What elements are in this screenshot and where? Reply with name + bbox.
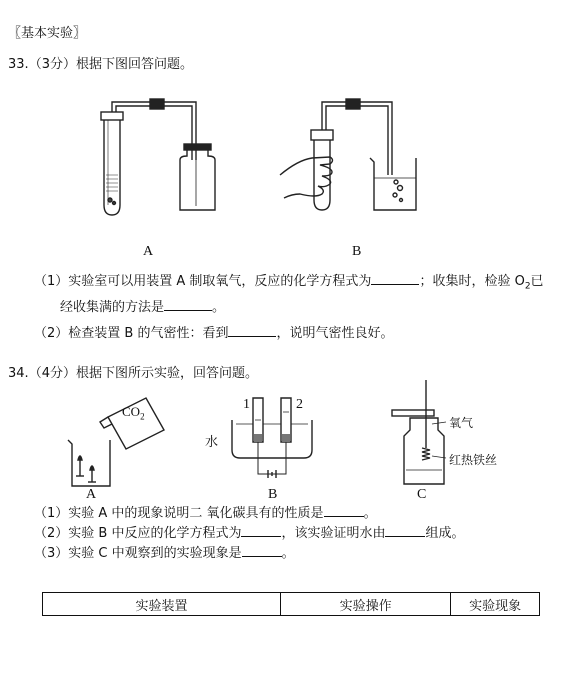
q34-sub1-prefix: （1）实验 A 中的现象说明二 氧化碳具有的性质是 xyxy=(34,506,324,521)
q34-sub3 xyxy=(34,542,295,561)
q33-sub1-mid: ；收集时，检验 O xyxy=(419,274,525,289)
figure-label-c: C xyxy=(417,487,427,502)
apparatus-a-gas-bottle xyxy=(180,144,215,210)
answer-blank[interactable] xyxy=(164,298,212,311)
figure-label-b: B xyxy=(352,244,362,259)
gas-formula: CO xyxy=(122,404,141,419)
q33-sub2-end: ，说明气密性良好。 xyxy=(276,326,394,341)
figure-b-tube1-label: 1 xyxy=(243,397,250,412)
question-prompt: 根据下图回答问题。 xyxy=(75,57,193,72)
figure-a-beaker xyxy=(68,440,110,486)
apparatus-b-beaker xyxy=(370,158,416,210)
q33-sub1-line2 xyxy=(60,296,225,315)
q34-sub2 xyxy=(34,522,465,541)
q33-sub1-line2-prefix: 经收集满的方法是 xyxy=(60,300,165,315)
figure-c-wire-label: 红热铁丝 xyxy=(449,453,498,467)
apparatus-b-hand xyxy=(280,157,333,198)
answer-blank[interactable] xyxy=(324,504,364,517)
figure-c-oxygen-label: 氧气 xyxy=(449,416,474,430)
q33-sub2-prefix: （2）检查装置 B 的气密性：看到 xyxy=(34,326,229,341)
answer-blank[interactable] xyxy=(385,524,425,537)
q34-sub3-end: 。 xyxy=(281,546,295,561)
q34-sub2-prefix: （2）实验 B 中反应的化学方程式为 xyxy=(34,526,242,541)
question-34-title xyxy=(8,362,258,381)
q34-sub2-end: 组成。 xyxy=(425,526,465,541)
answer-blank[interactable] xyxy=(241,524,281,537)
question-number: 34. xyxy=(8,366,29,381)
q34-sub1 xyxy=(34,502,377,521)
section-header: 〖基本实验〗 xyxy=(8,26,87,41)
experiment-table xyxy=(42,592,540,616)
figure-label-b: B xyxy=(268,487,278,502)
q33-sub1-line2-end: 。 xyxy=(212,300,226,315)
figure-b-water-label: 水 xyxy=(205,435,219,450)
table-header-cell: 实验现象 xyxy=(451,593,540,616)
table-header-row xyxy=(43,593,540,616)
q33-sub1-end: 已 xyxy=(530,274,544,289)
q33-sub2 xyxy=(34,322,393,341)
figure-label-a: A xyxy=(86,487,97,502)
question-prompt: 根据下图所示实验，回答问题。 xyxy=(75,366,258,381)
question-points: （3分） xyxy=(28,57,76,72)
answer-blank[interactable] xyxy=(371,272,419,285)
q33-sub1-subscript: 2 xyxy=(524,281,531,292)
question-number: 33. xyxy=(8,57,29,72)
figure-label-a: A xyxy=(143,244,154,259)
figure-a-gas-label xyxy=(122,404,145,422)
table-header-cell: 实验装置 xyxy=(43,593,281,616)
answer-blank[interactable] xyxy=(228,324,276,337)
table-header-cell: 实验操作 xyxy=(281,593,451,616)
answer-blank[interactable] xyxy=(242,544,282,557)
q33-sub1-prefix: （1）实验室可以用装置 A 制取氧气，反应的化学方程式为 xyxy=(34,274,372,289)
q33-sub1 xyxy=(34,270,544,292)
q34-sub1-end: 。 xyxy=(363,506,377,521)
question-points: （4分） xyxy=(28,366,76,381)
gas-formula-subscript: 2 xyxy=(140,411,145,422)
q34-sub3-prefix: （3）实验 C 中观察到的实验现象是 xyxy=(34,546,242,561)
figure-c-bottle xyxy=(392,380,446,484)
figure-b-tube2-label: 2 xyxy=(296,397,303,412)
q34-sub2-mid: ，该实验证明水由 xyxy=(281,526,386,541)
